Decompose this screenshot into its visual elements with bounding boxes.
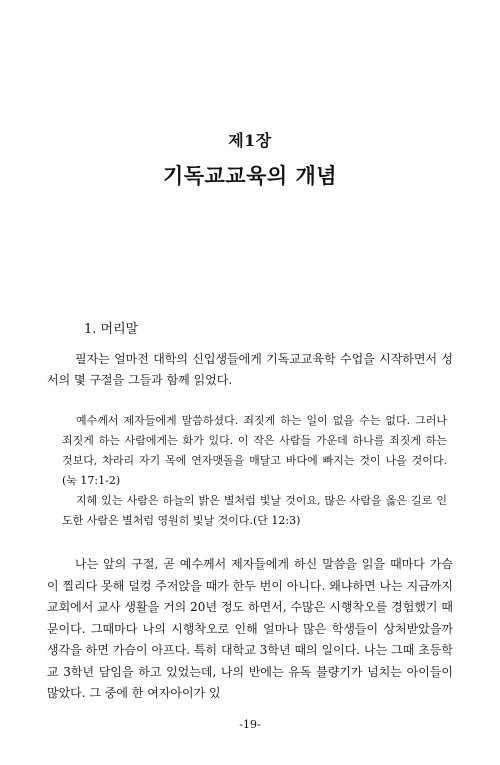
chapter-title: 기독교교육의 개념 [162, 164, 338, 188]
section-heading: 1. 머리말 [84, 322, 139, 337]
chapter-label: 제1장 [228, 131, 272, 150]
main-paragraph: 나는 앞의 구절, 곧 예수께서 제자들에게 하신 말씀을 읽을 때마다 가슴이 찔리다 못해 덜컹 주저앉을 때가 한두 번이 아니다. 왜냐하면 나는 지금까지 교회에서 교사 생활을 거의 20년 정도 하면서, 수많은 시행착오를 경험했기 때문이다. 그때마다 나의 시행착오로 인해 얼마나 많은 학생들이 상처받았을까 생각을 하면 가슴이 아프다. 특히 대학교 3학년 때의 일이다. 나는 그때 초등학교 3학년 담임을 하고 있었는데, 나의 반에는 유독 불량기가 넘치는 아이들이 많았다. 그 중에 한 여자아이가 있 [47, 557, 453, 700]
scripture-quote-luke: 예수께서 제자들에게 말씀하셨다. 죄짓게 하는 일이 없을 수는 없다. 그러나 죄짓게 하는 사람에게는 화가 있다. 이 작은 사람들 가운데 하나를 죄짓게 하는 것보다, 차라리 자기 목에 연자맷돌을 매달고 바다에 빠지는 것이 나을 것이다.(눅 17:1-2) [62, 414, 447, 487]
scripture-quote-daniel: 지혜 있는 사람은 하늘의 밝은 별처럼 빛날 것이요, 많은 사람을 옳은 길로 인도한 사람은 별처럼 영원히 빛날 것이다.(단 12:3) [62, 494, 447, 527]
page-number: -19- [239, 718, 261, 731]
intro-paragraph: 필자는 얼마전 대학의 신입생들에게 기독교교육학 수업을 시작하면서 성서의 몇 구절을 그들과 함께 읽었다. [47, 352, 453, 387]
